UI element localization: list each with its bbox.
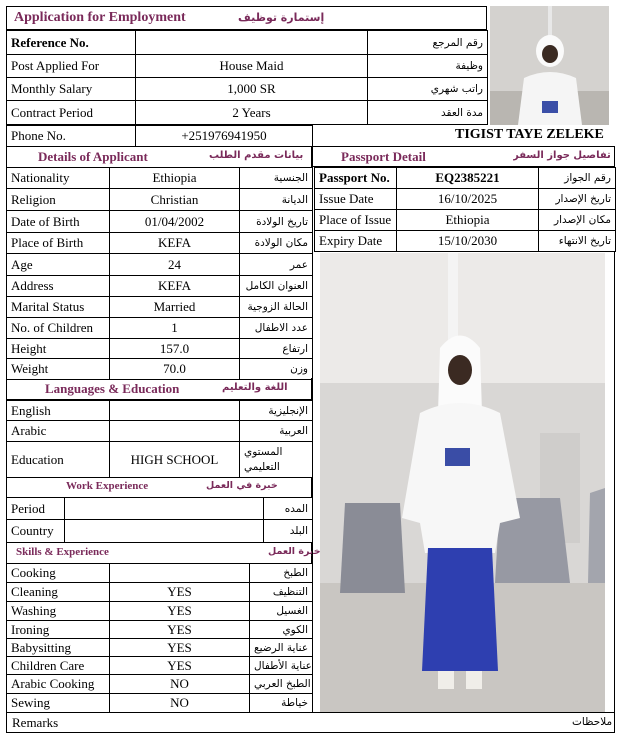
contract-ar: مدة العقد — [368, 101, 488, 125]
reference-label: Reference No. — [7, 31, 136, 55]
details-title-ar: بيانات مقدم الطلب — [209, 150, 304, 161]
applicant-photo-small — [490, 6, 609, 125]
period-ar: المده — [264, 498, 313, 520]
period-label: Period — [7, 498, 65, 520]
remarks-ar: ملاحظات — [572, 716, 613, 728]
work-title-en: Work Experience — [66, 480, 149, 492]
cleaning-value: YES — [110, 583, 250, 602]
applicant-name: TIGIST TAYE ZELEKE — [455, 127, 604, 142]
contract-label: Contract Period — [7, 101, 136, 125]
weight-ar: وزن — [240, 359, 313, 380]
arabic-cooking-value: NO — [110, 675, 250, 694]
cooking-label: Cooking — [7, 564, 110, 583]
cooking-ar: الطبخ — [250, 564, 313, 583]
dob-value: 01/04/2002 — [110, 211, 240, 233]
issue-date-ar: تاريخ الإصدار — [539, 189, 616, 210]
expiry-ar: تاريخ الانتهاء — [539, 231, 616, 252]
work-title-ar: خبرة في العمل — [206, 480, 278, 491]
passport-no-label: Passport No. — [315, 168, 397, 189]
nationality-ar: الجنسية — [240, 168, 313, 189]
right-panel-border — [312, 251, 615, 713]
education-label: Education — [7, 442, 110, 478]
passport-title-en: Passport Detail — [341, 149, 426, 164]
sewing-ar: خياطة — [250, 694, 313, 713]
education-ar: المستوي التعليمي — [240, 442, 313, 478]
religion-ar: الديانة — [240, 189, 313, 211]
ironing-ar: الكوي — [250, 621, 313, 639]
details-title-en: Details of Applicant — [38, 149, 148, 164]
languages-title-en: Languages & Education — [45, 381, 180, 396]
height-label: Height — [7, 339, 110, 359]
arabic-label: Arabic — [7, 421, 110, 442]
passport-table — [314, 167, 616, 252]
issue-date-value: 16/10/2025 — [397, 189, 539, 210]
age-value: 24 — [110, 254, 240, 276]
washing-value: YES — [110, 602, 250, 621]
height-ar: ارتفاع — [240, 339, 313, 359]
reference-ar: رقم المرجع — [368, 31, 488, 55]
passport-title-ar: تفاصيل جواز السفر — [513, 150, 611, 161]
skills-title-en: Skills & Experience — [16, 546, 109, 558]
washing-ar: الغسيل — [250, 602, 313, 621]
religion-label: Religion — [7, 189, 110, 211]
issue-place-label: Place of Issue — [315, 210, 397, 231]
age-ar: عمر — [240, 254, 313, 276]
ironing-label: Ironing — [7, 621, 110, 639]
arabic-cooking-ar: الطبخ العربي — [250, 675, 313, 694]
english-value — [110, 401, 240, 421]
post-label: Post Applied For — [7, 55, 136, 78]
education-value: HIGH SCHOOL — [110, 442, 240, 478]
children-care-value: YES — [110, 657, 250, 675]
children-ar: عدد الاطفال — [240, 318, 313, 339]
children-label: No. of Children — [7, 318, 110, 339]
age-label: Age — [7, 254, 110, 276]
religion-value: Christian — [110, 189, 240, 211]
english-ar: الإنجليزية — [240, 401, 313, 421]
address-label: Address — [7, 276, 110, 297]
phone-value: +251976941950 — [136, 126, 313, 147]
children-value: 1 — [110, 318, 240, 339]
country-label: Country — [7, 520, 65, 543]
work-table — [6, 497, 313, 543]
sewing-label: Sewing — [7, 694, 110, 713]
address-ar: العنوان الكامل — [240, 276, 313, 297]
arabic-ar: العربية — [240, 421, 313, 442]
nationality-label: Nationality — [7, 168, 110, 189]
passport-no-ar: رقم الجواز — [539, 168, 616, 189]
weight-label: Weight — [7, 359, 110, 380]
contract-value: 2 Years — [136, 101, 368, 125]
marital-value: Married — [110, 297, 240, 318]
address-value: KEFA — [110, 276, 240, 297]
issue-date-label: Issue Date — [315, 189, 397, 210]
washing-label: Washing — [7, 602, 110, 621]
period-value — [65, 498, 264, 520]
cleaning-ar: التنظيف — [250, 583, 313, 602]
dob-ar: تاريخ الولادة — [240, 211, 313, 233]
children-care-label: Children Care — [7, 657, 110, 675]
top-info-table — [6, 30, 488, 125]
form-title-en: Application for Employment — [14, 10, 186, 25]
reference-value — [136, 31, 368, 55]
expiry-label: Expiry Date — [315, 231, 397, 252]
dob-label: Date of Birth — [7, 211, 110, 233]
salary-value: 1,000 SR — [136, 78, 368, 101]
babysitting-value: YES — [110, 639, 250, 657]
marital-ar: الحالة الزوجية — [240, 297, 313, 318]
country-ar: البلد — [264, 520, 313, 543]
weight-value: 70.0 — [110, 359, 240, 380]
sewing-value: NO — [110, 694, 250, 713]
ironing-value: YES — [110, 621, 250, 639]
skills-title-ar: خبرة العمل — [268, 546, 321, 557]
babysitting-label: Babysitting — [7, 639, 110, 657]
country-value — [65, 520, 264, 543]
remarks-label: Remarks — [12, 715, 59, 730]
languages-title-ar: اللغة والتعليم — [222, 382, 288, 393]
post-value: House Maid — [136, 55, 368, 78]
cleaning-label: Cleaning — [7, 583, 110, 602]
skills-table — [6, 563, 313, 713]
nationality-value: Ethiopia — [110, 168, 240, 189]
arabic-value — [110, 421, 240, 442]
pob-value: KEFA — [110, 233, 240, 254]
marital-label: Marital Status — [7, 297, 110, 318]
babysitting-ar: عناية الرضيع — [250, 639, 313, 657]
phone-label: Phone No. — [7, 126, 136, 147]
height-value: 157.0 — [110, 339, 240, 359]
pob-ar: مكان الولادة — [240, 233, 313, 254]
issue-place-value: Ethiopia — [397, 210, 539, 231]
phone-table — [6, 125, 313, 147]
remarks-box — [6, 712, 615, 733]
expiry-value: 15/10/2030 — [397, 231, 539, 252]
post-ar: وظيفة — [368, 55, 488, 78]
salary-ar: راتب شهري — [368, 78, 488, 101]
english-label: English — [7, 401, 110, 421]
form-title-ar: إستمارة توظيف — [238, 11, 325, 24]
salary-label: Monthly Salary — [7, 78, 136, 101]
arabic-cooking-label: Arabic Cooking — [7, 675, 110, 694]
details-table — [6, 167, 313, 380]
cooking-value — [110, 564, 250, 583]
pob-label: Place of Birth — [7, 233, 110, 254]
issue-place-ar: مكان الإصدار — [539, 210, 616, 231]
passport-no-value: EQ2385221 — [397, 168, 539, 189]
children-care-ar: عناية الأطفال — [250, 657, 313, 675]
languages-table — [6, 400, 313, 478]
